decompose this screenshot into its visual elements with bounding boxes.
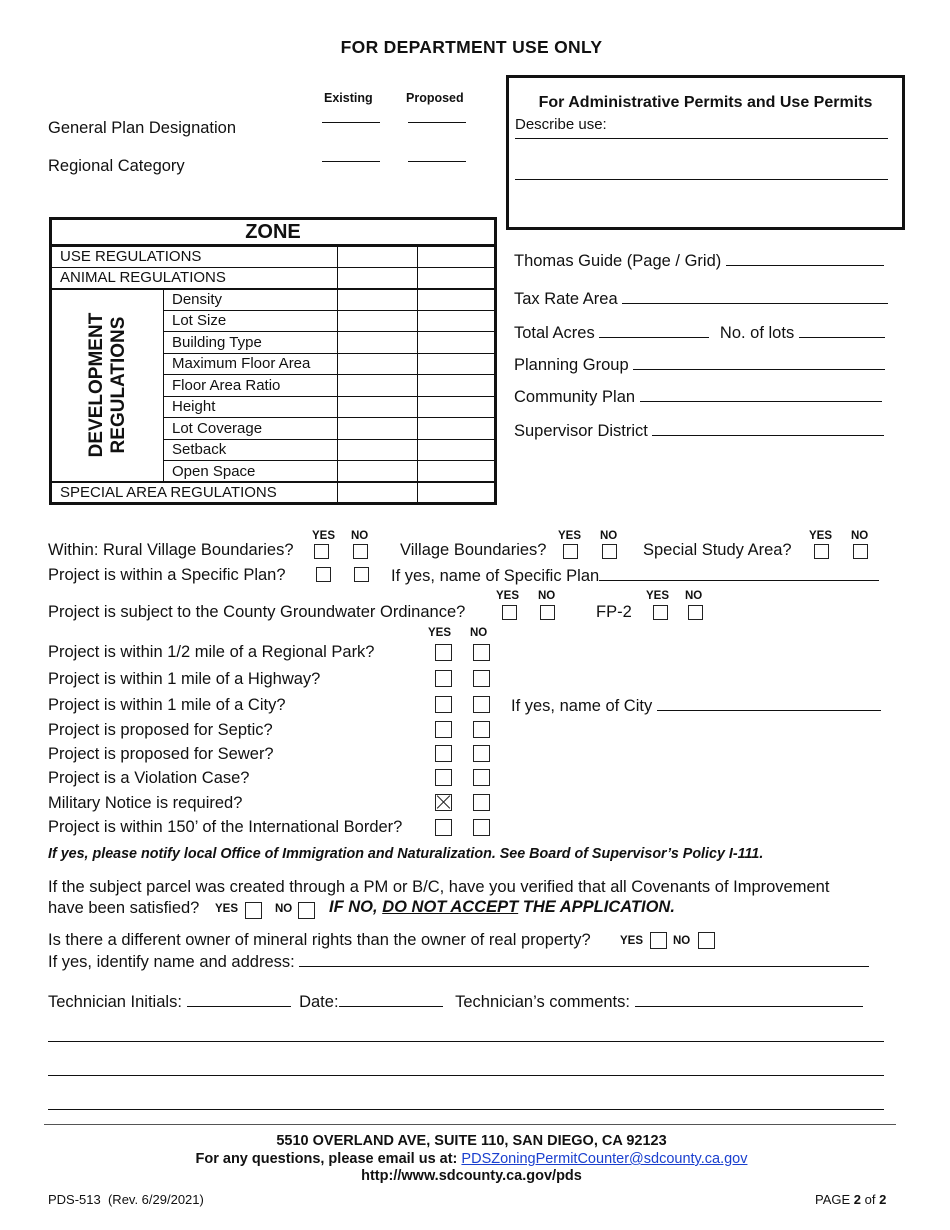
specific-plan-name-label: If yes, name of Specific Plan (391, 567, 600, 585)
dev-row-proposed[interactable] (418, 332, 496, 354)
city-no-checkbox[interactable] (473, 696, 490, 713)
development-regulations-label (51, 289, 164, 483)
community-plan-field[interactable] (640, 387, 882, 402)
technician-initials-label: Technician Initials: (48, 993, 182, 1011)
zone-table (49, 217, 497, 505)
dev-row-proposed[interactable] (418, 461, 496, 483)
animal-regulations-label: ANIMAL REGULATIONS (51, 267, 338, 289)
describe-use-label: Describe use: (515, 116, 607, 133)
special-area-existing[interactable] (338, 482, 418, 504)
dev-row-existing[interactable] (338, 289, 418, 311)
dev-regulations-line1: DEVELOPMENT (85, 312, 107, 458)
city-name-field[interactable] (657, 696, 881, 711)
military-yes-checkbox[interactable] (435, 794, 452, 811)
page-number (815, 1192, 886, 1207)
no-label: NO (538, 590, 556, 602)
page-total: 2 (879, 1192, 887, 1207)
dev-row-label: Open Space (164, 461, 338, 483)
comments-line-3[interactable] (48, 1109, 884, 1110)
footer-divider (44, 1124, 896, 1125)
yes-label: YES (558, 530, 582, 542)
total-acres-field[interactable] (599, 323, 709, 338)
sewer-yes-checkbox[interactable] (435, 745, 452, 762)
of-word: of (864, 1192, 876, 1207)
describe-use-field-2[interactable] (515, 179, 888, 180)
regional-park-yes-checkbox[interactable] (435, 644, 452, 661)
community-plan-label: Community Plan (514, 388, 636, 406)
dev-row-label: Lot Size (164, 310, 338, 332)
mineral-label: Is there a different owner of mineral rights than the owner of real property? (48, 931, 591, 949)
border-no-checkbox[interactable] (473, 819, 490, 836)
planning-group-label: Planning Group (514, 356, 629, 374)
supervisor-district-field[interactable] (652, 421, 884, 436)
comments-line-1[interactable] (48, 1041, 884, 1042)
tax-rate-area-label: Tax Rate Area (514, 290, 618, 308)
groundwater-no-checkbox[interactable] (540, 605, 555, 620)
yes-label: YES (620, 935, 644, 947)
dev-row-proposed[interactable] (418, 353, 496, 375)
village-label: Village Boundaries? (400, 541, 547, 559)
if-no-text: IF NO, (329, 898, 378, 916)
pm-line2: have been satisfied? (48, 899, 200, 917)
mineral-identify-field[interactable] (299, 952, 869, 967)
special-area-proposed[interactable] (418, 482, 496, 504)
specific-plan-yes-checkbox[interactable] (316, 567, 331, 582)
animal-regulations-proposed[interactable] (418, 267, 496, 289)
dev-row-proposed[interactable] (418, 439, 496, 461)
general-plan-proposed-field[interactable] (408, 122, 466, 123)
use-regulations-existing[interactable] (338, 246, 418, 268)
specific-plan-no-checkbox[interactable] (354, 567, 369, 582)
yes-label: YES (215, 903, 239, 915)
proposed-label: Proposed (406, 91, 464, 105)
yes-label: YES (809, 530, 833, 542)
dev-regulations-line2: REGULATIONS (107, 316, 129, 454)
page-title: FOR DEPARTMENT USE ONLY (340, 37, 603, 57)
dev-row-label: Building Type (164, 332, 338, 354)
dev-row-label: Density (164, 289, 338, 311)
regional-category-existing-field[interactable] (322, 161, 380, 162)
thomas-guide-field[interactable] (726, 251, 884, 266)
no-label: NO (851, 530, 869, 542)
animal-regulations-existing[interactable] (338, 267, 418, 289)
fp2-yes-checkbox[interactable] (653, 605, 668, 620)
highway-no-checkbox[interactable] (473, 670, 490, 687)
zone-title: ZONE (51, 219, 496, 246)
admin-box-title: For Administrative Permits and Use Permits (538, 94, 873, 111)
total-acres-label: Total Acres (514, 324, 595, 342)
mineral-no-checkbox[interactable] (698, 932, 715, 949)
page-word: PAGE (815, 1192, 851, 1207)
no-of-lots-field[interactable] (799, 323, 885, 338)
dev-row-label: Lot Coverage (164, 418, 338, 440)
dev-row-label: Maximum Floor Area (164, 353, 338, 375)
dev-row-existing[interactable] (338, 310, 418, 332)
dev-row-label: Floor Area Ratio (164, 375, 338, 397)
do-not-accept-text: DO NOT ACCEPT (382, 898, 519, 916)
village-no-checkbox[interactable] (602, 544, 617, 559)
fp2-no-checkbox[interactable] (688, 605, 703, 620)
mineral-identify-label: If yes, identify name and address: (48, 953, 295, 971)
border-yes-checkbox[interactable] (435, 819, 452, 836)
dev-row-proposed[interactable] (418, 375, 496, 397)
yes-label: YES (646, 590, 670, 602)
yes-label: YES (312, 530, 336, 542)
general-plan-label: General Plan Designation (48, 119, 237, 137)
planning-group-field[interactable] (633, 355, 885, 370)
dev-row-label: Setback (164, 439, 338, 461)
pm-no-checkbox[interactable] (298, 902, 315, 919)
no-of-lots-label: No. of lots (719, 324, 795, 342)
rural-village-label: Within: Rural Village Boundaries? (48, 541, 294, 559)
yes-label: YES (496, 590, 520, 602)
use-regulations-label: USE REGULATIONS (51, 246, 338, 268)
highway-yes-checkbox[interactable] (435, 670, 452, 687)
groundwater-label: Project is subject to the County Groundwater Ordinance? (48, 603, 466, 621)
date-field[interactable] (339, 992, 443, 1007)
no-label: NO (673, 935, 691, 947)
the-application-text: THE APPLICATION. (522, 898, 675, 916)
no-label: NO (351, 530, 369, 542)
dev-row-proposed[interactable] (418, 418, 496, 440)
dev-row-existing[interactable] (338, 396, 418, 418)
yes-label: YES (428, 627, 452, 639)
admin-permits-box (506, 75, 905, 230)
violation-label: Project is a Violation Case? (48, 769, 250, 787)
regional-park-label: Project is within 1/2 mile of a Regional Park? (48, 643, 375, 661)
use-regulations-proposed[interactable] (418, 246, 496, 268)
sewer-no-checkbox[interactable] (473, 745, 490, 762)
dev-row-existing[interactable] (338, 418, 418, 440)
footer-address: 5510 OVERLAND AVE, SUITE 110, SAN DIEGO, CA 92123 (276, 1133, 667, 1149)
technician-comments-label: Technician’s comments: (455, 993, 630, 1011)
dev-row-existing[interactable] (338, 439, 418, 461)
special-study-label: Special Study Area? (643, 541, 792, 559)
highway-label: Project is within 1 mile of a Highway? (48, 670, 321, 688)
dev-row-existing[interactable] (338, 461, 418, 483)
special-study-no-checkbox[interactable] (853, 544, 868, 559)
regional-park-no-checkbox[interactable] (473, 644, 490, 661)
thomas-guide-label: Thomas Guide (Page / Grid) (514, 252, 722, 270)
dev-row-proposed[interactable] (418, 289, 496, 311)
tax-rate-area-field[interactable] (622, 289, 888, 304)
septic-no-checkbox[interactable] (473, 721, 490, 738)
date-label: Date: (299, 993, 339, 1011)
page-num: 2 (853, 1192, 862, 1207)
dev-row-proposed[interactable] (418, 396, 496, 418)
no-label: NO (275, 903, 293, 915)
general-plan-existing-field[interactable] (322, 122, 380, 123)
special-area-label: SPECIAL AREA REGULATIONS (51, 482, 338, 504)
describe-use-field-1[interactable] (515, 138, 888, 139)
no-label: NO (685, 590, 703, 602)
footer-website: http://www.sdcounty.ca.gov/pds (361, 1168, 582, 1184)
dev-row-proposed[interactable] (418, 310, 496, 332)
city-yes-checkbox[interactable] (435, 696, 452, 713)
fp2-label: FP-2 (596, 603, 632, 621)
no-label: NO (470, 627, 488, 639)
footer-email-link[interactable]: PDSZoningPermitCounter@sdcounty.ca.gov (461, 1151, 748, 1167)
groundwater-yes-checkbox[interactable] (502, 605, 517, 620)
regional-category-label: Regional Category (48, 157, 185, 175)
border-label: Project is within 150’ of the International Border? (48, 818, 403, 836)
dev-row-label: Height (164, 396, 338, 418)
dev-row-existing[interactable] (338, 353, 418, 375)
border-note: If yes, please notify local Office of Immigration and Naturalization. See Board of Supervisor’s Policy I-111. (48, 846, 764, 862)
sewer-label: Project is proposed for Sewer? (48, 745, 274, 763)
existing-label: Existing (324, 91, 373, 105)
dev-row-existing[interactable] (338, 332, 418, 354)
no-label: NO (600, 530, 618, 542)
septic-yes-checkbox[interactable] (435, 721, 452, 738)
violation-yes-checkbox[interactable] (435, 769, 452, 786)
mineral-yes-checkbox[interactable] (650, 932, 667, 949)
footer-questions: For any questions, please email us at: (195, 1151, 458, 1167)
dev-row-existing[interactable] (338, 375, 418, 397)
pm-line1: If the subject parcel was created through a PM or B/C, have you verified that all Covenants of Improvement (48, 878, 830, 896)
violation-no-checkbox[interactable] (473, 769, 490, 786)
comments-line-2[interactable] (48, 1075, 884, 1076)
rural-village-yes-checkbox[interactable] (314, 544, 329, 559)
city-name-label: If yes, name of City (511, 697, 653, 715)
specific-plan-label: Project is within a Specific Plan? (48, 566, 286, 584)
village-yes-checkbox[interactable] (563, 544, 578, 559)
specific-plan-name-field[interactable] (599, 566, 879, 581)
military-no-checkbox[interactable] (473, 794, 490, 811)
septic-label: Project is proposed for Septic? (48, 721, 273, 739)
military-label: Military Notice is required? (48, 794, 243, 812)
regional-category-proposed-field[interactable] (408, 161, 466, 162)
technician-initials-field[interactable] (187, 992, 291, 1007)
form-id: PDS-513 (Rev. 6/29/2021) (48, 1192, 204, 1207)
technician-comments-field[interactable] (635, 992, 863, 1007)
rural-village-no-checkbox[interactable] (353, 544, 368, 559)
supervisor-district-label: Supervisor District (514, 422, 648, 440)
city-label: Project is within 1 mile of a City? (48, 696, 286, 714)
pm-yes-checkbox[interactable] (245, 902, 262, 919)
special-study-yes-checkbox[interactable] (814, 544, 829, 559)
